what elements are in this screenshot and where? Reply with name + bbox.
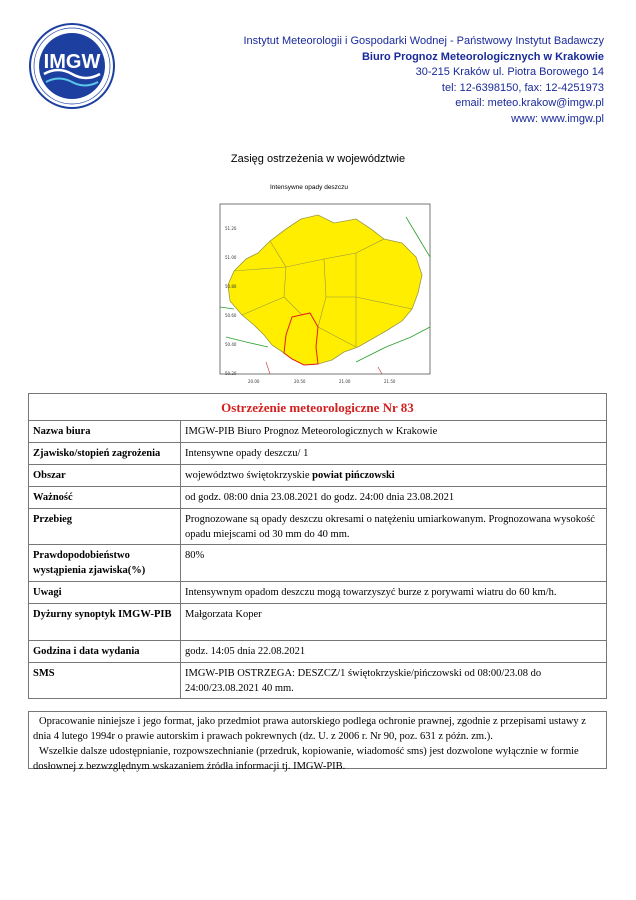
row-label: Ważność: [29, 487, 181, 508]
lat-label: 50.20: [225, 371, 237, 376]
org-line-address: 30-215 Kraków ul. Piotra Borowego 14: [415, 66, 604, 79]
table-row: [29, 641, 606, 663]
org-line-office: Biuro Prognoz Meteorologicznych w Krakowie: [361, 50, 604, 63]
row-label: Zjawisko/stopień zagrożenia: [29, 443, 181, 464]
lat-label: 50.80: [225, 284, 237, 289]
table-row: [29, 509, 606, 545]
row-label: Obszar: [29, 465, 181, 486]
map-subtitle: Intensywne opady deszczu: [270, 184, 349, 191]
warning-title: Ostrzeżenie meteorologiczne Nr 83: [29, 394, 606, 421]
table-row: [29, 465, 606, 487]
table-row: [29, 604, 606, 641]
area-district: powiat pińczowski: [312, 470, 395, 481]
row-value: IMGW-PIB Biuro Prognoz Meteorologicznych w Krakowie: [185, 426, 438, 437]
row-label: Uwagi: [29, 582, 181, 603]
org-line-institute: Instytut Meteorologii i Gospodarki Wodnej - Państwowy Instytut Badawczy: [243, 35, 604, 47]
warning-area-map: [206, 197, 438, 390]
imgw-logo: [28, 22, 116, 110]
org-line-email: email: meteo.krakow@imgw.pl: [455, 97, 604, 110]
lat-label: 51.20: [225, 226, 237, 231]
copyright-line: Opracowanie niniejsze i jego format, jako przedmiot prawa autorskiego podlega ochronie prawnej, zgodnie z przepisami ustawy z dnia 4 lutego 1994r o prawie autorskim i prawach pokrewnych (dz. U. z 2006 r. Nr 90, poz. 631 z późn. zm.).: [33, 716, 586, 742]
lat-label: 51.00: [225, 255, 237, 260]
organization-info: [243, 34, 604, 128]
table-row: [29, 487, 606, 509]
table-row: [29, 545, 606, 582]
svg-text:IMGW: IMGW: [43, 51, 101, 73]
row-label: SMS: [29, 663, 181, 698]
lon-label: 20.00: [248, 379, 260, 384]
row-label: Prawdopodobieństwo wystąpienia zjawiska(%): [29, 545, 181, 581]
org-line-phone: tel: 12-6398150, fax: 12-4251973: [441, 81, 604, 94]
lat-label: 50.40: [225, 342, 237, 347]
row-label: Przebieg: [29, 509, 181, 544]
copyright-notice: [28, 711, 607, 772]
row-label: Godzina i data wydania: [29, 641, 181, 662]
row-value: 80%: [185, 550, 205, 561]
map-heading: Zasięg ostrzeżenia w województwie: [230, 153, 406, 165]
table-row: [29, 443, 606, 465]
row-value: Prognozowane są opady deszczu okresami o natężeniu umiarkowanym. Prognozowana wysokość opadu miejscami od 30 mm do 40 mm.: [185, 514, 595, 540]
row-value: od godz. 08:00 dnia 23.08.2021 do godz. 24:00 dnia 23.08.2021: [185, 492, 455, 503]
warning-table: [28, 393, 607, 699]
lon-label: 21.00: [339, 379, 351, 384]
org-line-www: www: www.imgw.pl: [511, 112, 604, 125]
lon-label: 20.50: [294, 379, 306, 384]
area-voivodeship: województwo świętokrzyskie: [185, 470, 313, 481]
row-value: Intensywne opady deszczu/ 1: [185, 448, 309, 459]
row-value: [181, 465, 606, 486]
row-label: Dyżurny synoptyk IMGW-PIB: [29, 604, 181, 640]
row-value: Małgorzata Koper: [185, 609, 262, 620]
lon-label: 21.50: [384, 379, 396, 384]
row-value: godz. 14:05 dnia 22.08.2021: [185, 646, 306, 657]
table-row: [29, 421, 606, 443]
table-row: [29, 663, 606, 698]
table-row: [29, 582, 606, 604]
row-label: Nazwa biura: [29, 421, 181, 442]
row-value: Intensywnym opadom deszczu mogą towarzyszyć burze z porywami wiatru do 60 km/h.: [185, 587, 557, 598]
row-value: IMGW-PIB OSTRZEGA: DESZCZ/1 świętokrzyskie/pińczowski od 08:00/23.08 do 24:00/23.08.2021 40 mm.: [185, 668, 542, 694]
lat-label: 50.60: [225, 313, 237, 318]
distribution-line: Wszelkie dalsze udostępnianie, rozpowszechnianie (przedruk, kopiowanie, wiadomość sms) jest dozwolone wyłącznie w formie dosłownej z bezwzględnym wskazaniem źródła informacji tj. IMGW-PIB.: [33, 746, 579, 772]
